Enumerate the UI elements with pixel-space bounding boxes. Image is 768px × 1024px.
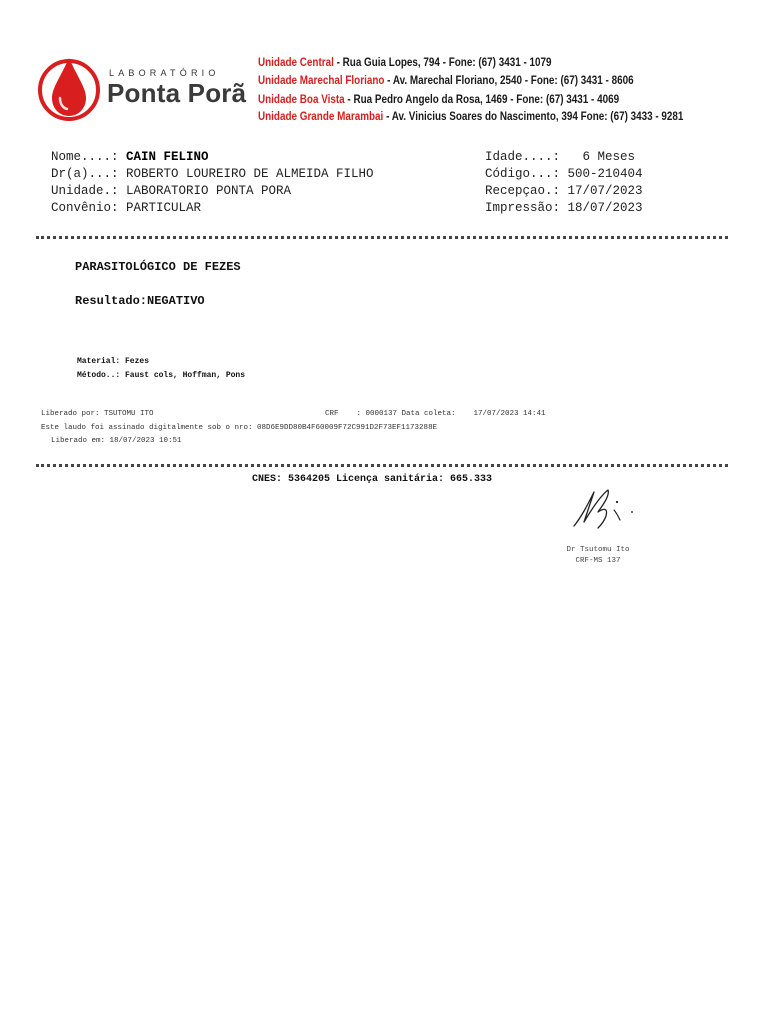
unit-line-marechal: [258, 75, 634, 87]
age-value: 6 Meses: [582, 150, 636, 164]
signature-image: [568, 482, 644, 532]
print-date: 18/07/2023: [567, 201, 643, 215]
crf-collection: CRF : 0000137 Data coleta: 17/07/2023 14:41: [325, 410, 546, 418]
exam-material: Material: Fezes: [77, 357, 150, 366]
unit-address: - Av. Vinicius Soares do Nascimento, 394 Fone: (67) 3433 - 9281: [383, 111, 684, 123]
unit-line-central: [258, 57, 552, 69]
patient-name: CAIN FELINO: [126, 150, 209, 164]
patient-name-row: [51, 150, 209, 164]
code-label: Código...:: [485, 167, 568, 181]
signer-name: Dr Tsutomu Ito: [566, 546, 630, 554]
unit-name: Unidade Central: [258, 57, 334, 69]
signer: [562, 545, 634, 567]
unit-line-marambai: [258, 111, 683, 123]
doctor-name: ROBERTO LOUREIRO DE ALMEIDA FILHO: [126, 167, 374, 181]
reception-row: [485, 184, 643, 198]
exam-result: Resultado:NEGATIVO: [75, 294, 205, 308]
blood-drop-logo-icon: [36, 52, 102, 126]
code-value: 500-210404: [567, 167, 643, 181]
code-row: [485, 167, 643, 181]
unit-address: - Rua Guia Lopes, 794 - Fone: (67) 3431 - 1079: [333, 57, 552, 69]
separator-top: [36, 236, 728, 239]
unit-name: Unidade Boa Vista: [258, 94, 345, 106]
convenio-label: Convênio:: [51, 201, 127, 215]
doctor-label: Dr(a)...:: [51, 167, 127, 181]
convenio-value: PARTICULAR: [126, 201, 202, 215]
digital-signature-note: Este laudo foi assinado digitalmente sob o nro: 08D6E9DD80B4F60009F72C991D2F73EF1173288E: [41, 424, 438, 432]
reception-label: Recepçao.:: [485, 184, 568, 198]
age-label: Idade....:: [485, 150, 583, 164]
unit-name: Unidade Marechal Floriano: [258, 75, 385, 87]
brand-name: Ponta Porã: [107, 78, 247, 108]
released-by: Liberado por: TSUTOMU ITO: [41, 410, 154, 418]
age-row: [485, 150, 635, 164]
signer-crf: CRF-MS 137: [575, 557, 621, 565]
unit-row: [51, 184, 291, 198]
unit-line-boa-vista: [258, 94, 619, 106]
unit-address: - Rua Pedro Angelo da Rosa, 1469 - Fone: (67) 3431 - 4069: [344, 94, 620, 106]
exam-title: PARASITOLÓGICO DE FEZES: [75, 260, 241, 274]
doctor-row: [51, 167, 374, 181]
exam-method: Método..: Faust cols, Hoffman, Pons: [77, 371, 246, 380]
unit-label: Unidade.:: [51, 184, 127, 198]
lab-label: LABORATÓRIO: [109, 68, 220, 78]
unit-value: LABORATORIO PONTA PORA: [126, 184, 292, 198]
released-at: Liberado em: 18/07/2023 10:51: [51, 437, 182, 445]
cnes-license: CNES: 5364205 Licença sanitária: 665.333: [252, 474, 493, 485]
print-row: [485, 201, 643, 215]
reception-date: 17/07/2023: [567, 184, 643, 198]
separator-bottom: [36, 464, 728, 467]
print-label: Impressão:: [485, 201, 568, 215]
patient-name-label: Nome....:: [51, 150, 127, 164]
unit-name: Unidade Grande Marambai: [258, 111, 384, 123]
unit-address: - Av. Marechal Floriano, 2540 - Fone: (67) 3431 - 8606: [384, 75, 634, 87]
convenio-row: [51, 201, 201, 215]
